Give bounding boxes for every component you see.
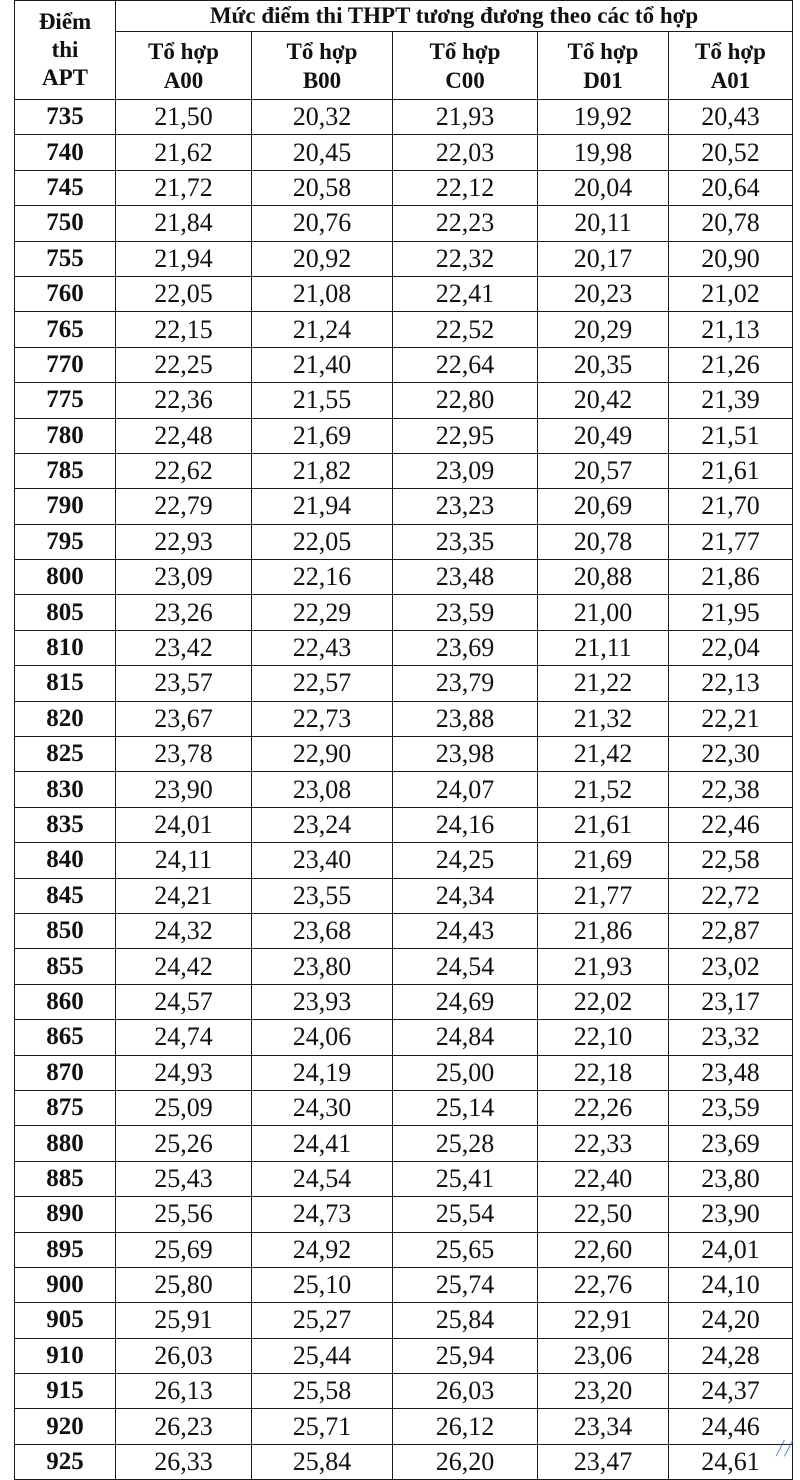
c00-score-cell: 25,41 bbox=[393, 1161, 538, 1196]
apt-score-cell: 870 bbox=[15, 1055, 116, 1090]
b00-score-cell: 23,93 bbox=[252, 984, 393, 1019]
b00-score-cell: 25,44 bbox=[252, 1338, 393, 1373]
apt-score-cell: 770 bbox=[15, 347, 116, 382]
a00-score-cell: 26,33 bbox=[116, 1444, 252, 1479]
apt-score-cell: 895 bbox=[15, 1232, 116, 1267]
b00-score-cell: 21,82 bbox=[252, 453, 393, 488]
a01-score-cell: 23,59 bbox=[669, 1090, 793, 1125]
c00-score-cell: 23,79 bbox=[393, 666, 538, 701]
header-apt-score bbox=[15, 1, 116, 100]
apt-score-cell: 740 bbox=[15, 135, 116, 170]
c00-score-cell: 25,14 bbox=[393, 1090, 538, 1125]
a00-score-cell: 22,05 bbox=[116, 276, 252, 311]
a00-score-cell: 25,80 bbox=[116, 1267, 252, 1302]
a00-score-cell: 25,43 bbox=[116, 1161, 252, 1196]
table-row bbox=[15, 418, 793, 453]
table-row bbox=[15, 453, 793, 488]
header-combo-code: C00 bbox=[445, 67, 485, 93]
table-row bbox=[15, 383, 793, 418]
c00-score-cell: 26,20 bbox=[393, 1444, 538, 1479]
table-row bbox=[15, 1232, 793, 1267]
b00-score-cell: 22,43 bbox=[252, 630, 393, 665]
a00-score-cell: 23,57 bbox=[116, 666, 252, 701]
apt-score-cell: 835 bbox=[15, 807, 116, 842]
page-corner-mark: ╱╱ bbox=[776, 1441, 793, 1457]
a01-score-cell: 24,46 bbox=[669, 1409, 793, 1444]
c00-score-cell: 24,16 bbox=[393, 807, 538, 842]
c00-score-cell: 22,64 bbox=[393, 347, 538, 382]
c00-score-cell: 25,54 bbox=[393, 1197, 538, 1232]
c00-score-cell: 23,48 bbox=[393, 560, 538, 595]
table-row bbox=[15, 312, 793, 347]
header-combo-code: A00 bbox=[163, 67, 204, 93]
b00-score-cell: 20,92 bbox=[252, 241, 393, 276]
apt-score-cell: 820 bbox=[15, 701, 116, 736]
c00-score-cell: 25,00 bbox=[393, 1055, 538, 1090]
d01-score-cell: 22,60 bbox=[538, 1232, 669, 1267]
b00-score-cell: 25,10 bbox=[252, 1267, 393, 1302]
a00-score-cell: 23,78 bbox=[116, 737, 252, 772]
d01-score-cell: 20,35 bbox=[538, 347, 669, 382]
d01-score-cell: 20,11 bbox=[538, 206, 669, 241]
d01-score-cell: 20,78 bbox=[538, 524, 669, 559]
a01-score-cell: 22,72 bbox=[669, 878, 793, 913]
d01-score-cell: 21,22 bbox=[538, 666, 669, 701]
a01-score-cell: 23,69 bbox=[669, 1126, 793, 1161]
d01-score-cell: 21,00 bbox=[538, 595, 669, 630]
a00-score-cell: 25,26 bbox=[116, 1126, 252, 1161]
a00-score-cell: 25,69 bbox=[116, 1232, 252, 1267]
d01-score-cell: 20,57 bbox=[538, 453, 669, 488]
b00-score-cell: 25,27 bbox=[252, 1303, 393, 1338]
a01-score-cell: 21,86 bbox=[669, 560, 793, 595]
table-row bbox=[15, 1020, 793, 1055]
header-combo-a01 bbox=[669, 32, 793, 100]
c00-score-cell: 23,88 bbox=[393, 701, 538, 736]
table-row bbox=[15, 100, 793, 135]
d01-score-cell: 23,06 bbox=[538, 1338, 669, 1373]
table-row bbox=[15, 666, 793, 701]
a00-score-cell: 21,50 bbox=[116, 100, 252, 135]
d01-score-cell: 22,76 bbox=[538, 1267, 669, 1302]
c00-score-cell: 23,35 bbox=[393, 524, 538, 559]
c00-score-cell: 25,28 bbox=[393, 1126, 538, 1161]
header-apt-line-2: thi bbox=[51, 37, 79, 62]
table-row bbox=[15, 524, 793, 559]
table-row bbox=[15, 807, 793, 842]
c00-score-cell: 25,74 bbox=[393, 1267, 538, 1302]
header-combo-label: Tổ hợp bbox=[148, 38, 219, 64]
d01-score-cell: 20,23 bbox=[538, 276, 669, 311]
a00-score-cell: 21,94 bbox=[116, 241, 252, 276]
apt-score-cell: 875 bbox=[15, 1090, 116, 1125]
apt-score-cell: 925 bbox=[15, 1444, 116, 1479]
table-row bbox=[15, 1267, 793, 1302]
c00-score-cell: 23,69 bbox=[393, 630, 538, 665]
a00-score-cell: 23,90 bbox=[116, 772, 252, 807]
d01-score-cell: 21,61 bbox=[538, 807, 669, 842]
a01-score-cell: 21,02 bbox=[669, 276, 793, 311]
table-row bbox=[15, 206, 793, 241]
d01-score-cell: 21,77 bbox=[538, 878, 669, 913]
header-apt-line-1: Điểm bbox=[38, 9, 92, 34]
c00-score-cell: 24,43 bbox=[393, 913, 538, 948]
header-apt-line-3: APT bbox=[42, 65, 88, 90]
a01-score-cell: 23,48 bbox=[669, 1055, 793, 1090]
header-combo-a00 bbox=[116, 32, 252, 100]
a01-score-cell: 24,61 bbox=[669, 1444, 793, 1479]
a01-score-cell: 21,61 bbox=[669, 453, 793, 488]
table-row bbox=[15, 1126, 793, 1161]
b00-score-cell: 22,73 bbox=[252, 701, 393, 736]
d01-score-cell: 21,52 bbox=[538, 772, 669, 807]
b00-score-cell: 25,58 bbox=[252, 1374, 393, 1409]
b00-score-cell: 22,29 bbox=[252, 595, 393, 630]
header-combo-d01 bbox=[538, 32, 669, 100]
a01-score-cell: 21,26 bbox=[669, 347, 793, 382]
a00-score-cell: 23,26 bbox=[116, 595, 252, 630]
apt-score-cell: 810 bbox=[15, 630, 116, 665]
c00-score-cell: 26,03 bbox=[393, 1374, 538, 1409]
d01-score-cell: 21,93 bbox=[538, 949, 669, 984]
b00-score-cell: 23,55 bbox=[252, 878, 393, 913]
d01-score-cell: 19,98 bbox=[538, 135, 669, 170]
b00-score-cell: 22,90 bbox=[252, 737, 393, 772]
header-combo-label: Tổ hợp bbox=[429, 38, 501, 64]
a00-score-cell: 24,11 bbox=[116, 843, 252, 878]
apt-score-cell: 865 bbox=[15, 1020, 116, 1055]
table-row bbox=[15, 489, 793, 524]
apt-score-cell: 890 bbox=[15, 1197, 116, 1232]
apt-score-cell: 855 bbox=[15, 949, 116, 984]
c00-score-cell: 22,41 bbox=[393, 276, 538, 311]
c00-score-cell: 22,52 bbox=[393, 312, 538, 347]
d01-score-cell: 23,34 bbox=[538, 1409, 669, 1444]
b00-score-cell: 23,80 bbox=[252, 949, 393, 984]
a01-score-cell: 22,46 bbox=[669, 807, 793, 842]
table-row bbox=[15, 1444, 793, 1479]
table-body bbox=[15, 100, 793, 1480]
d01-score-cell: 20,29 bbox=[538, 312, 669, 347]
d01-score-cell: 22,10 bbox=[538, 1020, 669, 1055]
c00-score-cell: 25,84 bbox=[393, 1303, 538, 1338]
b00-score-cell: 24,06 bbox=[252, 1020, 393, 1055]
header-combo-label: Tổ hợp bbox=[695, 38, 766, 64]
table-row bbox=[15, 984, 793, 1019]
a00-score-cell: 26,23 bbox=[116, 1409, 252, 1444]
a01-score-cell: 22,38 bbox=[669, 772, 793, 807]
d01-score-cell: 22,26 bbox=[538, 1090, 669, 1125]
a01-score-cell: 21,95 bbox=[669, 595, 793, 630]
a00-score-cell: 22,79 bbox=[116, 489, 252, 524]
table-row bbox=[15, 1338, 793, 1373]
a00-score-cell: 22,62 bbox=[116, 453, 252, 488]
d01-score-cell: 22,40 bbox=[538, 1161, 669, 1196]
table-row bbox=[15, 1055, 793, 1090]
a01-score-cell: 20,43 bbox=[669, 100, 793, 135]
a01-score-cell: 22,04 bbox=[669, 630, 793, 665]
table-row bbox=[15, 843, 793, 878]
b00-score-cell: 23,40 bbox=[252, 843, 393, 878]
header-combo-code: A01 bbox=[710, 67, 751, 93]
c00-score-cell: 22,80 bbox=[393, 383, 538, 418]
b00-score-cell: 20,58 bbox=[252, 170, 393, 205]
apt-score-cell: 850 bbox=[15, 913, 116, 948]
a00-score-cell: 25,56 bbox=[116, 1197, 252, 1232]
d01-score-cell: 22,02 bbox=[538, 984, 669, 1019]
c00-score-cell: 23,23 bbox=[393, 489, 538, 524]
apt-score-cell: 910 bbox=[15, 1338, 116, 1373]
a01-score-cell: 22,21 bbox=[669, 701, 793, 736]
b00-score-cell: 20,76 bbox=[252, 206, 393, 241]
d01-score-cell: 22,33 bbox=[538, 1126, 669, 1161]
apt-score-cell: 790 bbox=[15, 489, 116, 524]
a01-score-cell: 21,13 bbox=[669, 312, 793, 347]
b00-score-cell: 25,71 bbox=[252, 1409, 393, 1444]
a00-score-cell: 24,01 bbox=[116, 807, 252, 842]
a01-score-cell: 24,01 bbox=[669, 1232, 793, 1267]
d01-score-cell: 21,32 bbox=[538, 701, 669, 736]
a01-score-cell: 24,28 bbox=[669, 1338, 793, 1373]
d01-score-cell: 20,17 bbox=[538, 241, 669, 276]
apt-score-cell: 825 bbox=[15, 737, 116, 772]
b00-score-cell: 23,68 bbox=[252, 913, 393, 948]
a01-score-cell: 20,90 bbox=[669, 241, 793, 276]
a00-score-cell: 22,93 bbox=[116, 524, 252, 559]
apt-score-cell: 755 bbox=[15, 241, 116, 276]
a00-score-cell: 23,42 bbox=[116, 630, 252, 665]
header-equivalent-scores: Mức điểm thi THPT tương đương theo các tổ hợp bbox=[116, 1, 793, 32]
apt-score-cell: 745 bbox=[15, 170, 116, 205]
b00-score-cell: 23,08 bbox=[252, 772, 393, 807]
d01-score-cell: 22,91 bbox=[538, 1303, 669, 1338]
a01-score-cell: 22,13 bbox=[669, 666, 793, 701]
d01-score-cell: 22,18 bbox=[538, 1055, 669, 1090]
a00-score-cell: 24,57 bbox=[116, 984, 252, 1019]
table-row bbox=[15, 135, 793, 170]
apt-score-cell: 765 bbox=[15, 312, 116, 347]
table-row bbox=[15, 1374, 793, 1409]
a01-score-cell: 22,30 bbox=[669, 737, 793, 772]
table-header bbox=[15, 1, 793, 100]
apt-score-cell: 905 bbox=[15, 1303, 116, 1338]
table-row bbox=[15, 241, 793, 276]
a00-score-cell: 24,21 bbox=[116, 878, 252, 913]
a01-score-cell: 21,77 bbox=[669, 524, 793, 559]
apt-score-cell: 860 bbox=[15, 984, 116, 1019]
c00-score-cell: 23,09 bbox=[393, 453, 538, 488]
a00-score-cell: 22,48 bbox=[116, 418, 252, 453]
b00-score-cell: 20,45 bbox=[252, 135, 393, 170]
a01-score-cell: 23,32 bbox=[669, 1020, 793, 1055]
d01-score-cell: 21,42 bbox=[538, 737, 669, 772]
table-row bbox=[15, 1090, 793, 1125]
table-row bbox=[15, 560, 793, 595]
b00-score-cell: 21,40 bbox=[252, 347, 393, 382]
apt-score-cell: 845 bbox=[15, 878, 116, 913]
c00-score-cell: 22,12 bbox=[393, 170, 538, 205]
apt-score-cell: 915 bbox=[15, 1374, 116, 1409]
c00-score-cell: 24,07 bbox=[393, 772, 538, 807]
a00-score-cell: 24,32 bbox=[116, 913, 252, 948]
a00-score-cell: 26,03 bbox=[116, 1338, 252, 1373]
d01-score-cell: 20,69 bbox=[538, 489, 669, 524]
apt-score-cell: 735 bbox=[15, 100, 116, 135]
b00-score-cell: 21,24 bbox=[252, 312, 393, 347]
b00-score-cell: 24,54 bbox=[252, 1161, 393, 1196]
a00-score-cell: 24,93 bbox=[116, 1055, 252, 1090]
a00-score-cell: 25,91 bbox=[116, 1303, 252, 1338]
c00-score-cell: 23,59 bbox=[393, 595, 538, 630]
a01-score-cell: 24,10 bbox=[669, 1267, 793, 1302]
b00-score-cell: 21,69 bbox=[252, 418, 393, 453]
b00-score-cell: 21,55 bbox=[252, 383, 393, 418]
b00-score-cell: 21,94 bbox=[252, 489, 393, 524]
a01-score-cell: 24,20 bbox=[669, 1303, 793, 1338]
a00-score-cell: 21,62 bbox=[116, 135, 252, 170]
table-row bbox=[15, 878, 793, 913]
c00-score-cell: 22,95 bbox=[393, 418, 538, 453]
a01-score-cell: 23,02 bbox=[669, 949, 793, 984]
a00-score-cell: 22,25 bbox=[116, 347, 252, 382]
d01-score-cell: 21,69 bbox=[538, 843, 669, 878]
table-row bbox=[15, 1303, 793, 1338]
apt-score-cell: 760 bbox=[15, 276, 116, 311]
apt-score-cell: 920 bbox=[15, 1409, 116, 1444]
header-combo-c00 bbox=[393, 32, 538, 100]
header-combo-code: B00 bbox=[302, 67, 342, 93]
score-conversion-table bbox=[14, 0, 793, 1480]
table-row bbox=[15, 1197, 793, 1232]
table-row bbox=[15, 170, 793, 205]
table-row bbox=[15, 1161, 793, 1196]
table-row bbox=[15, 913, 793, 948]
a01-score-cell: 22,58 bbox=[669, 843, 793, 878]
b00-score-cell: 24,19 bbox=[252, 1055, 393, 1090]
a01-score-cell: 21,70 bbox=[669, 489, 793, 524]
table-row bbox=[15, 595, 793, 630]
a01-score-cell: 21,51 bbox=[669, 418, 793, 453]
table-row bbox=[15, 276, 793, 311]
apt-score-cell: 785 bbox=[15, 453, 116, 488]
apt-score-cell: 805 bbox=[15, 595, 116, 630]
a00-score-cell: 21,84 bbox=[116, 206, 252, 241]
d01-score-cell: 20,49 bbox=[538, 418, 669, 453]
b00-score-cell: 24,30 bbox=[252, 1090, 393, 1125]
a01-score-cell: 21,39 bbox=[669, 383, 793, 418]
b00-score-cell: 24,73 bbox=[252, 1197, 393, 1232]
a00-score-cell: 25,09 bbox=[116, 1090, 252, 1125]
b00-score-cell: 24,41 bbox=[252, 1126, 393, 1161]
header-combo-label: Tổ hợp bbox=[286, 38, 358, 64]
apt-score-cell: 880 bbox=[15, 1126, 116, 1161]
a01-score-cell: 23,17 bbox=[669, 984, 793, 1019]
apt-score-cell: 900 bbox=[15, 1267, 116, 1302]
c00-score-cell: 22,32 bbox=[393, 241, 538, 276]
a01-score-cell: 23,90 bbox=[669, 1197, 793, 1232]
table-row bbox=[15, 630, 793, 665]
c00-score-cell: 26,12 bbox=[393, 1409, 538, 1444]
a01-score-cell: 20,78 bbox=[669, 206, 793, 241]
table-row bbox=[15, 737, 793, 772]
a01-score-cell: 20,52 bbox=[669, 135, 793, 170]
b00-score-cell: 24,92 bbox=[252, 1232, 393, 1267]
c00-score-cell: 24,54 bbox=[393, 949, 538, 984]
a00-score-cell: 24,42 bbox=[116, 949, 252, 984]
b00-score-cell: 23,24 bbox=[252, 807, 393, 842]
b00-score-cell: 22,16 bbox=[252, 560, 393, 595]
apt-score-cell: 750 bbox=[15, 206, 116, 241]
table-row bbox=[15, 701, 793, 736]
a00-score-cell: 24,74 bbox=[116, 1020, 252, 1055]
header-combo-b00 bbox=[252, 32, 393, 100]
d01-score-cell: 20,42 bbox=[538, 383, 669, 418]
d01-score-cell: 21,11 bbox=[538, 630, 669, 665]
apt-score-cell: 815 bbox=[15, 666, 116, 701]
b00-score-cell: 20,32 bbox=[252, 100, 393, 135]
apt-score-cell: 840 bbox=[15, 843, 116, 878]
apt-score-cell: 830 bbox=[15, 772, 116, 807]
a00-score-cell: 23,67 bbox=[116, 701, 252, 736]
d01-score-cell: 19,92 bbox=[538, 100, 669, 135]
c00-score-cell: 24,69 bbox=[393, 984, 538, 1019]
c00-score-cell: 22,23 bbox=[393, 206, 538, 241]
apt-score-cell: 775 bbox=[15, 383, 116, 418]
table-row bbox=[15, 1409, 793, 1444]
a01-score-cell: 24,37 bbox=[669, 1374, 793, 1409]
a00-score-cell: 23,09 bbox=[116, 560, 252, 595]
a01-score-cell: 23,80 bbox=[669, 1161, 793, 1196]
table-row bbox=[15, 949, 793, 984]
apt-score-cell: 780 bbox=[15, 418, 116, 453]
header-combo-code: D01 bbox=[583, 67, 623, 93]
a00-score-cell: 21,72 bbox=[116, 170, 252, 205]
d01-score-cell: 20,04 bbox=[538, 170, 669, 205]
a00-score-cell: 26,13 bbox=[116, 1374, 252, 1409]
d01-score-cell: 20,88 bbox=[538, 560, 669, 595]
b00-score-cell: 22,05 bbox=[252, 524, 393, 559]
d01-score-cell: 21,86 bbox=[538, 913, 669, 948]
c00-score-cell: 25,65 bbox=[393, 1232, 538, 1267]
c00-score-cell: 24,25 bbox=[393, 843, 538, 878]
c00-score-cell: 22,03 bbox=[393, 135, 538, 170]
d01-score-cell: 23,20 bbox=[538, 1374, 669, 1409]
a00-score-cell: 22,15 bbox=[116, 312, 252, 347]
b00-score-cell: 25,84 bbox=[252, 1444, 393, 1479]
apt-score-cell: 795 bbox=[15, 524, 116, 559]
d01-score-cell: 22,50 bbox=[538, 1197, 669, 1232]
table-row bbox=[15, 772, 793, 807]
b00-score-cell: 22,57 bbox=[252, 666, 393, 701]
a00-score-cell: 22,36 bbox=[116, 383, 252, 418]
c00-score-cell: 23,98 bbox=[393, 737, 538, 772]
header-combo-label: Tổ hợp bbox=[567, 38, 639, 64]
table-row bbox=[15, 347, 793, 382]
apt-score-cell: 885 bbox=[15, 1161, 116, 1196]
d01-score-cell: 23,47 bbox=[538, 1444, 669, 1479]
c00-score-cell: 24,84 bbox=[393, 1020, 538, 1055]
c00-score-cell: 21,93 bbox=[393, 100, 538, 135]
c00-score-cell: 25,94 bbox=[393, 1338, 538, 1373]
c00-score-cell: 24,34 bbox=[393, 878, 538, 913]
a01-score-cell: 22,87 bbox=[669, 913, 793, 948]
b00-score-cell: 21,08 bbox=[252, 276, 393, 311]
apt-score-cell: 800 bbox=[15, 560, 116, 595]
a01-score-cell: 20,64 bbox=[669, 170, 793, 205]
